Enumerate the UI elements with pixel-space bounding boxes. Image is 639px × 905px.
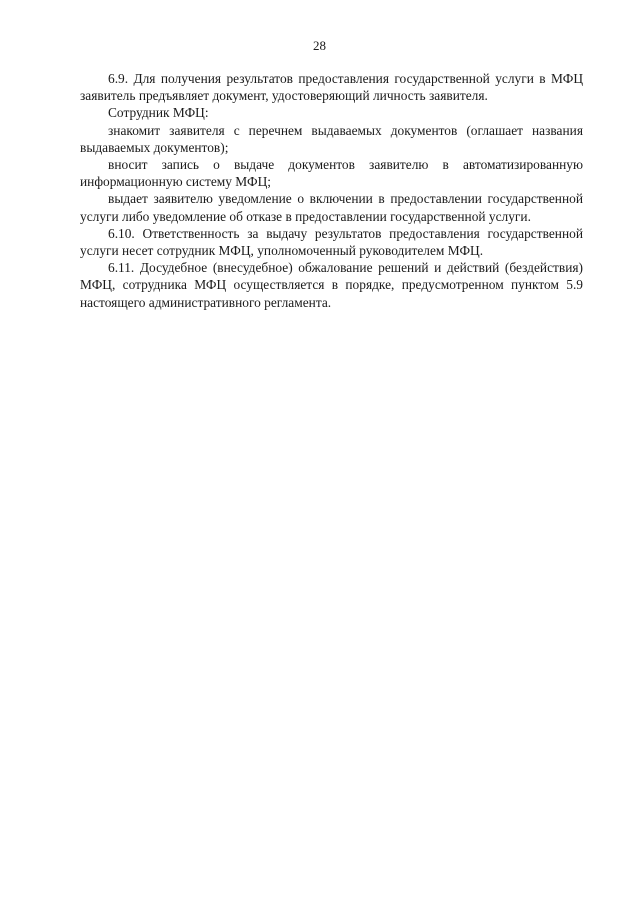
paragraph-6-11: 6.11. Досудебное (внесудебное) обжалование решений и действий (бездействия) МФЦ, сотрудника МФЦ осуществляется в порядке, предусмотренном пунктом 5.9 настоящего административного регламента. [80, 260, 583, 310]
paragraph-records-issue: вносит запись о выдаче документов заявителю в автоматизированную информационную систему МФЦ; [80, 157, 583, 190]
document-body [80, 70, 583, 311]
paragraph-introduces-list: знакомит заявителя с перечнем выдаваемых документов (оглашает названия выдаваемых документов); [80, 122, 583, 155]
paragraph-issues-notice: выдает заявителю уведомление о включении в предоставлении государственной услуги либо уведомление об отказе в предоставлении государственной услуги. [80, 191, 583, 224]
paragraph-6-9: 6.9. Для получения результатов предоставления государственной услуги в МФЦ заявитель предъявляет документ, удостоверяющий личность заявителя. [80, 71, 583, 104]
page-number: 28 [313, 38, 326, 53]
paragraph-mfc-employee: Сотрудник МФЦ: [108, 105, 209, 121]
paragraph-6-10: 6.10. Ответственность за выдачу результатов предоставления государственной услуги несет сотрудник МФЦ, уполномоченный руководителем МФЦ. [80, 225, 583, 259]
